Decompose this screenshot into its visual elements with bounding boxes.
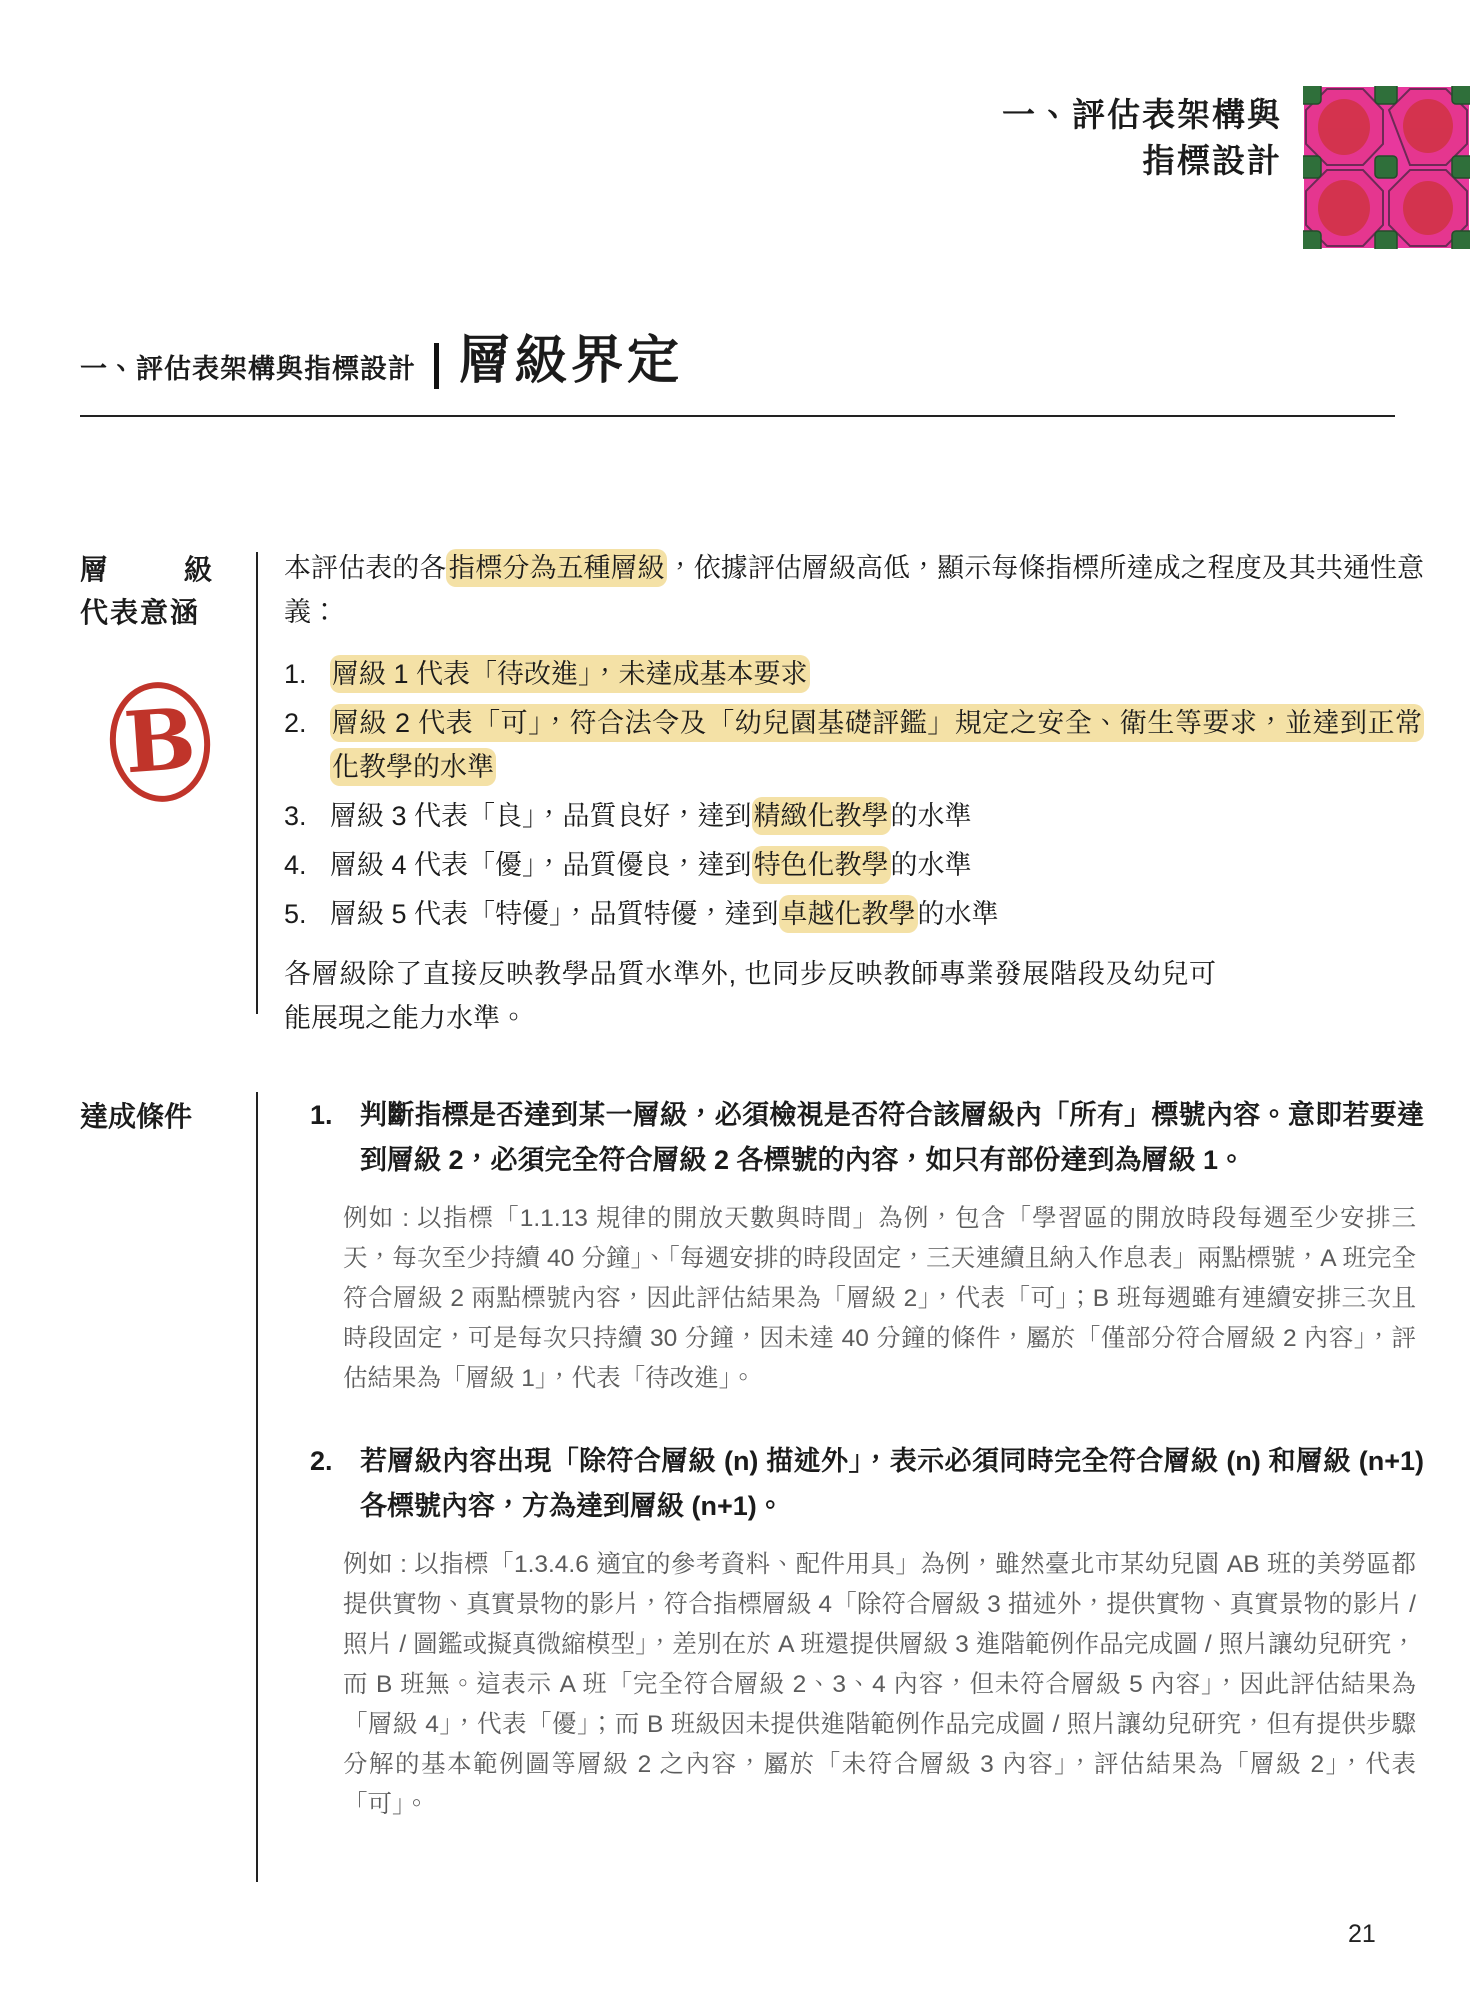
level-item-1 [284, 652, 1424, 696]
spacer [284, 1399, 1424, 1439]
level-item-1-number: 1. [284, 659, 307, 689]
page-title [80, 318, 683, 393]
title-underline-rule [80, 415, 1395, 417]
decorative-tile-art-image [1303, 86, 1470, 249]
page-title-main: 層級界定 [459, 332, 684, 390]
level-item-2 [284, 701, 1424, 789]
condition-item-1-example: 例如 : 以指標「1.1.13 規律的開放天數與時間」為例，包含「學習區的開放時段每週至少安排三天，每次至少持續 40 分鐘」、「每週安排的時段固定，三天連續且納入作息表」兩點標號，A 班完全符合層級 2 兩點標號內容，因此評估結果為「層級 2」，代表「可」；B 班每週雖有連續安排三次且時段固定，可是每次只持續 30 分鐘，因未達 40 分鐘的條件，屬於「僅部分符合層級 2 內容」，評估結果為「層級 1」，代表「待改進」。 [343, 1205, 1416, 1392]
condition-item-1-text: 判斷指標是否達到某一層級，必須檢視是否符合該層級內「所有」標號內容。意即若要達到層級 2，必須完全符合層級 2 各標號的內容，如只有部份達到為層級 1。 [360, 1100, 1424, 1175]
level-item-3-text: 層級 3 代表「良」，品質良好，達到精緻化教學的水準 [330, 794, 1424, 838]
grade-b-letter: B [121, 688, 199, 793]
level-item-5 [284, 892, 1424, 936]
condition-item-2 [284, 1439, 1424, 1529]
section1-divider [256, 552, 258, 1014]
section2-content [284, 1093, 1424, 1825]
section1-label-char2: 級 [183, 554, 212, 585]
handwritten-grade-b-badge [106, 676, 214, 808]
chapter-header-line1: 一、評估表架構與 [1002, 96, 1282, 133]
section1-content [284, 546, 1424, 1040]
level-item-3-number: 3. [284, 801, 307, 831]
level-item-3 [284, 794, 1424, 838]
section2-label: 達成條件 [80, 1101, 193, 1132]
level-item-4 [284, 843, 1424, 887]
condition-item-1 [284, 1093, 1424, 1183]
condition-item-2-number: 2. [310, 1446, 333, 1476]
condition-item-1-number: 1. [310, 1100, 333, 1130]
level-item-5-text: 層級 5 代表「特優」，品質特優，達到卓越化教學的水準 [330, 892, 1424, 936]
level-item-5-number: 5. [284, 899, 307, 929]
level-item-4-text: 層級 4 代表「優」，品質優良，達到特色化教學的水準 [330, 843, 1424, 887]
page-number: 21 [1348, 1920, 1376, 1948]
page-title-section: 一、評估表架構與指標設計 [80, 354, 416, 384]
section1-intro: 本評估表的各指標分為五種層級，依據評估層級高低，顯示每條指標所達成之程度及其共通性意義： [284, 546, 1424, 634]
level-item-4-number: 4. [284, 850, 307, 880]
chapter-header-line2: 指標設計 [1142, 142, 1282, 179]
section1-outro: 各層級除了直接反映教學品質水準外, 也同步反映教師專業發展階段及幼兒可能展現之能力水準。 [284, 959, 1216, 1033]
section1-label-line1 [80, 550, 212, 590]
title-separator-bar [434, 343, 439, 389]
condition-item-2-example: 例如 : 以指標「1.3.4.6 適宜的參考資料、配件用具」為例，雖然臺北市某幼兒園 AB 班的美勞區都提供實物、真實景物的影片，符合指標層級 4「除符合層級 3 描述外，提供實物、真實景物的影片 / 照片 / 圖鑑或擬真微縮模型」，差別在於 A 班還提供層級 3 進階範例作品完成圖 / 照片讓幼兒研究，而 B 班無。這表示 A 班「完全符合層級 2、3、4 內容，但未符合層級 5 內容」，因此評估結果為「層級 4」，代表「優」；而 B 班級因未提供進階範例作品完成圖 / 照片讓幼兒研究，但有提供步驟分解的基本範例圖等層級 2 之內容，屬於「未符合層級 3 內容」，評估結果為「層級 2」，代表「可」。 [343, 1551, 1416, 1818]
condition-item-2-text: 若層級內容出現「除符合層級 (n) 描述外」，表示必須同時完全符合層級 (n) 和層級 (n+1) 各標號內容，方為達到層級 (n+1)。 [360, 1446, 1424, 1521]
chapter-header [1002, 92, 1282, 184]
level-item-2-number: 2. [284, 708, 307, 738]
level-item-2-text: 層級 2 代表「可」，符合法令及「幼兒園基礎評鑑」規定之安全、衛生等要求，並達到正常化教學的水準 [330, 701, 1424, 789]
section1-label-line2: 代表意涵 [80, 597, 201, 628]
section1-label-char1: 層 [80, 554, 109, 585]
level-item-1-text: 層級 1 代表「待改進」，未達成基本要求 [330, 652, 1424, 696]
section1-label [80, 550, 212, 636]
section2-divider [256, 1092, 258, 1882]
